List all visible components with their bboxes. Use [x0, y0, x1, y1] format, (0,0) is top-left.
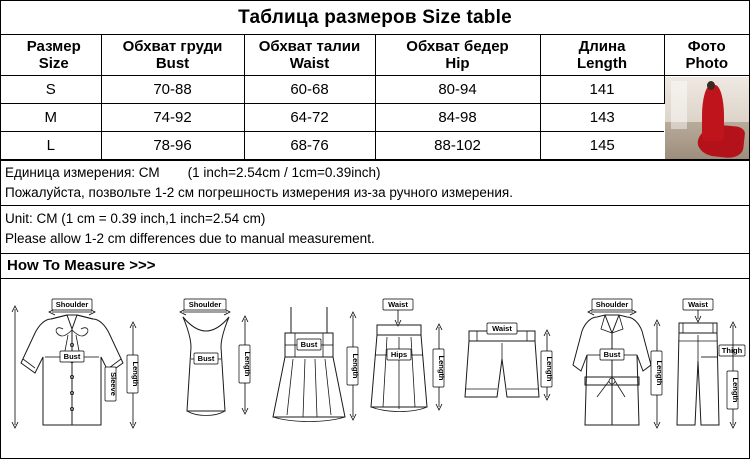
svg-text:Thigh: Thigh	[721, 345, 743, 355]
svg-text:Length: Length	[545, 356, 554, 382]
svg-text:Shoulder: Shoulder	[188, 299, 222, 309]
svg-text:Bust: Bust	[63, 351, 81, 361]
cell-hip: 88-102	[375, 132, 540, 160]
svg-text:Length: Length	[731, 377, 740, 403]
svg-text:Length: Length	[131, 361, 140, 387]
cell-bust: 70-88	[101, 76, 244, 104]
svg-text:Sleeve: Sleeve	[109, 371, 118, 396]
svg-text:Waist: Waist	[492, 323, 512, 333]
cell-length: 143	[540, 104, 664, 132]
page-title: Таблица размеров Size table	[238, 7, 512, 28]
cell-hip: 84-98	[375, 104, 540, 132]
photo-panel	[671, 81, 687, 129]
column-header-bust: Обхват груди Bust	[101, 35, 244, 76]
svg-text:Bust: Bust	[197, 353, 215, 363]
note-allowance-ru: Пожалуйста, позвольте 1-2 см погрешность измерения из-за ручного измерения.	[5, 184, 513, 200]
svg-text:Length: Length	[243, 351, 252, 377]
photo-dress	[702, 85, 724, 141]
product-photo	[664, 76, 749, 160]
svg-text:Waist: Waist	[388, 299, 408, 309]
svg-text:Bust: Bust	[603, 349, 621, 359]
figure-shorts	[451, 285, 555, 437]
cell-bust: 74-92	[101, 104, 244, 132]
cell-size: M	[1, 104, 101, 132]
svg-text:Shoulder: Shoulder	[595, 299, 629, 309]
notes-russian	[1, 160, 749, 203]
size-table	[1, 34, 749, 160]
cell-size: S	[1, 76, 101, 104]
table-row	[1, 76, 749, 104]
column-header-waist: Обхват талии Waist	[244, 35, 375, 76]
figure-blouse	[5, 285, 145, 437]
note-unit-ru-line	[5, 163, 745, 183]
figure-dress	[269, 285, 361, 437]
table-body	[1, 76, 749, 160]
svg-text:Hips: Hips	[390, 349, 408, 359]
table-header-row	[1, 35, 749, 76]
figure-tank-top	[153, 285, 265, 437]
column-header-length: Длина Length	[540, 35, 664, 76]
measurement-diagrams	[1, 279, 749, 442]
svg-text:Length: Length	[351, 353, 360, 379]
cell-hip: 80-94	[375, 76, 540, 104]
cell-length: 145	[540, 132, 664, 160]
note-allowance-en: Please allow 1-2 cm differences due to manual measurement.	[5, 231, 375, 247]
cell-waist: 68-76	[244, 132, 375, 160]
cell-length: 141	[540, 76, 664, 104]
column-header-size: Размер Size	[1, 35, 101, 76]
svg-text:Length: Length	[437, 355, 446, 381]
svg-text:Length: Length	[655, 360, 664, 386]
cell-waist: 64-72	[244, 104, 375, 132]
cell-waist: 60-68	[244, 76, 375, 104]
column-header-hip: Обхват бедер Hip	[375, 35, 540, 76]
photo-model-head	[707, 81, 715, 90]
figure-coat	[557, 285, 667, 437]
cell-size: L	[1, 132, 101, 160]
table-row	[1, 132, 749, 160]
svg-text:Shoulder: Shoulder	[55, 299, 89, 309]
column-header-photo: Фото Photo	[664, 35, 749, 76]
notes-english	[1, 206, 749, 253]
svg-text:Bust: Bust	[300, 339, 318, 349]
cell-bust: 78-96	[101, 132, 244, 160]
table-row	[1, 104, 749, 132]
table-header	[1, 35, 749, 76]
note-conversion-ru: (1 inch=2.54cm / 1cm=0.39inch)	[187, 165, 381, 180]
svg-text:Waist: Waist	[688, 299, 708, 309]
figure-skirt	[363, 285, 449, 437]
note-unit-ru: Единица измерения: СМ	[5, 165, 160, 180]
photo-image	[665, 77, 750, 159]
note-unit-en: Unit: CM (1 cm = 0.39 inch,1 inch=2.54 cm)	[5, 211, 266, 227]
figure-trousers	[667, 285, 747, 437]
how-to-measure-heading: How To Measure >>>	[1, 253, 749, 279]
